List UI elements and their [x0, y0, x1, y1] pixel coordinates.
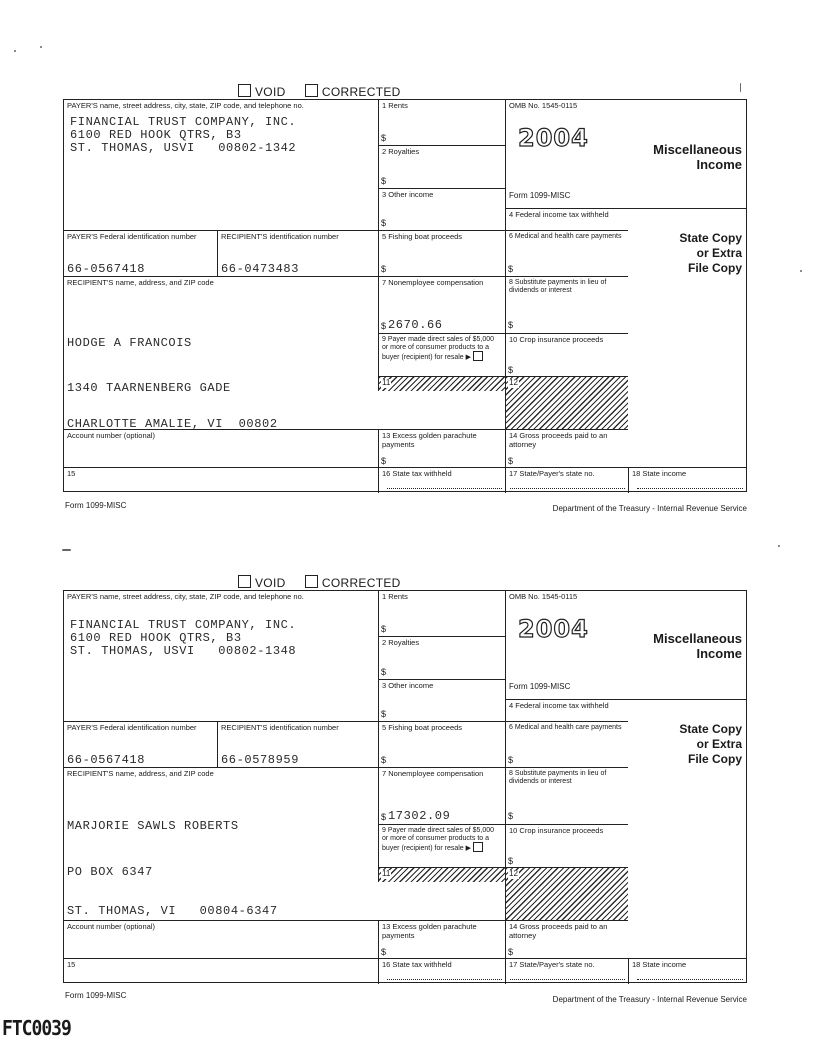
- box-7-label: 7 Nonemployee compensation: [382, 769, 484, 778]
- payer-id-value: 66-0567418: [67, 262, 146, 276]
- box-16-dotted-line: [387, 979, 502, 980]
- corrected-label: CORRECTED: [321, 85, 401, 99]
- box-18-label: 18 State income: [632, 469, 687, 478]
- box-2-label: 2 Royalties: [382, 147, 420, 156]
- recipient-address-cell: [64, 767, 378, 920]
- omb-year-cell: [505, 591, 628, 699]
- form-name: Form 1099-MISC: [509, 191, 571, 200]
- tax-year: 2004: [518, 615, 589, 643]
- title-line-1: Miscellaneous: [653, 142, 742, 157]
- box-14-label: 14 Gross proceeds paid to an attorney: [509, 922, 608, 940]
- bates-stamp: FTC0039: [2, 1016, 71, 1041]
- box-12-label: 12: [509, 378, 518, 387]
- box-16-label: 16 State tax withheld: [382, 960, 452, 969]
- omb-year-cell: [505, 100, 628, 208]
- copy-title-line-3: File Copy: [687, 752, 742, 766]
- recipient-id-cell: [217, 230, 378, 276]
- scan-mark: [62, 549, 71, 551]
- dollar-sign: $: [508, 456, 514, 466]
- copy-title-line-1: State Copy: [679, 722, 742, 736]
- box-10-crop-insurance: [505, 333, 628, 376]
- box-11-label: 11: [382, 869, 391, 878]
- box-2-royalties: [378, 145, 505, 188]
- account-number-cell: [64, 920, 378, 958]
- box-10-label: 10 Crop insurance proceeds: [509, 335, 604, 344]
- box-15-label: 15: [67, 960, 76, 969]
- dollar-sign: $: [381, 321, 387, 331]
- box-18-dotted-line: [637, 488, 743, 489]
- box-17-state-payer-no: [505, 467, 628, 493]
- box-8-label: 8 Substitute payments in lieu of dividends or interest: [509, 279, 607, 294]
- box-12-shading: [506, 868, 628, 920]
- box-8-substitute-payments: [505, 767, 628, 824]
- footer-form-name: Form 1099-MISC: [65, 991, 127, 1000]
- box-11-shading: [379, 868, 505, 882]
- title-line-2: Income: [696, 157, 742, 172]
- box-16-state-tax: [378, 467, 505, 493]
- recipient-id-value: 66-0578959: [221, 753, 300, 767]
- box-17-label: 17 State/Payer's state no.: [509, 960, 595, 969]
- copy-title-line-3: File Copy: [687, 261, 742, 275]
- box-17-dotted-line: [510, 979, 625, 980]
- box-6-medical: [505, 230, 628, 276]
- box-17-state-payer-no: [505, 958, 628, 984]
- box-3-label: 3 Other income: [382, 190, 434, 199]
- box-9-direct-sales: [378, 333, 505, 376]
- copy-title-cell: [628, 699, 746, 958]
- dollar-sign: $: [381, 812, 387, 822]
- recipient-id-label: RECIPIENT'S identification number: [221, 232, 339, 241]
- recipient-address-label: RECIPIENT'S name, address, and ZIP code: [67, 278, 214, 287]
- corrected-checkbox[interactable]: [305, 84, 318, 97]
- dollar-sign: $: [508, 264, 514, 274]
- box-12: [505, 867, 628, 920]
- box-1-rents: [378, 591, 505, 636]
- tax-year: 2004: [518, 124, 589, 152]
- box-5-fishing-boat: [378, 230, 505, 276]
- void-checkbox[interactable]: [238, 575, 251, 588]
- void-label: VOID: [255, 85, 286, 99]
- recipient-line-2: 1340 TAARNENBERG GADE: [67, 381, 231, 395]
- void-corrected-row: [238, 575, 417, 590]
- box-5-label: 5 Fishing boat proceeds: [382, 723, 463, 732]
- payer-id-label: PAYER'S Federal identification number: [67, 232, 197, 241]
- box-18-state-income: [628, 467, 746, 493]
- payer-line-1: FINANCIAL TRUST COMPANY, INC.: [70, 115, 297, 129]
- recipient-id-label: RECIPIENT'S identification number: [221, 723, 339, 732]
- dollar-sign: $: [381, 667, 387, 677]
- payer-id-value: 66-0567418: [67, 753, 146, 767]
- copy-title-line-2: or Extra: [696, 737, 742, 751]
- copy-title: [679, 231, 742, 276]
- box-6-medical: [505, 721, 628, 767]
- box-16-dotted-line: [387, 488, 502, 489]
- title-line-1: Miscellaneous: [653, 631, 742, 646]
- dollar-sign: $: [508, 856, 514, 866]
- box-5-label: 5 Fishing boat proceeds: [382, 232, 463, 241]
- recipient-id-cell: [217, 721, 378, 767]
- payer-header: PAYER'S name, street address, city, state, ZIP code, and telephone no.: [67, 101, 304, 110]
- form-grid: [63, 99, 747, 492]
- scan-speck: [14, 50, 16, 52]
- payer-line-2: 6100 RED HOOK QTRS, B3: [70, 631, 242, 645]
- copy-title-line-2: or Extra: [696, 246, 742, 260]
- box-9-label: 9 Payer made direct sales of $5,000 or more of consumer products to a buyer (recipient) for resale ▶: [382, 827, 495, 852]
- box-13-label: 13 Excess golden parachute payments: [382, 922, 477, 940]
- box-18-label: 18 State income: [632, 960, 687, 969]
- box-15: [64, 467, 378, 493]
- box-16-label: 16 State tax withheld: [382, 469, 452, 478]
- scan-mark: [740, 83, 741, 92]
- dollar-sign: $: [381, 624, 387, 634]
- box-14-attorney-proceeds: [505, 429, 628, 467]
- dollar-sign: $: [508, 365, 514, 375]
- scan-speck: [800, 270, 802, 272]
- dollar-sign: $: [381, 264, 387, 274]
- box-8-substitute-payments: [505, 276, 628, 333]
- form-name: Form 1099-MISC: [509, 682, 571, 691]
- box-17-label: 17 State/Payer's state no.: [509, 469, 595, 478]
- recipient-line-1: MARJORIE SAWLS ROBERTS: [67, 819, 239, 833]
- scan-speck: [778, 545, 780, 547]
- dollar-sign: $: [508, 755, 514, 765]
- payer-line-3: ST. THOMAS, USVI 00802-1342: [70, 141, 297, 155]
- dollar-sign: $: [381, 176, 387, 186]
- box-1-label: 1 Rents: [382, 101, 408, 110]
- box-9-direct-sales: [378, 824, 505, 867]
- box-13-label: 13 Excess golden parachute payments: [382, 431, 477, 449]
- box-11: [378, 867, 505, 882]
- dollar-sign: $: [381, 947, 387, 957]
- box-3-other-income: [378, 679, 505, 721]
- box-11: [378, 376, 505, 391]
- form-title: [653, 142, 742, 172]
- footer-form-name: Form 1099-MISC: [65, 501, 127, 510]
- recipient-address-cell: [64, 276, 378, 429]
- account-number-label: Account number (optional): [67, 922, 155, 931]
- void-checkbox[interactable]: [238, 84, 251, 97]
- corrected-checkbox[interactable]: [305, 575, 318, 588]
- box-9-checkbox[interactable]: [473, 351, 483, 361]
- footer-department: Department of the Treasury - Internal Revenue Service: [552, 504, 747, 513]
- box-6-label: 6 Medical and health care payments: [509, 233, 622, 240]
- box-2-label: 2 Royalties: [382, 638, 420, 647]
- box-18-state-income: [628, 958, 746, 984]
- box-14-label: 14 Gross proceeds paid to an attorney: [509, 431, 608, 449]
- box-7-nonemployee-comp: [378, 767, 505, 824]
- recipient-id-value: 66-0473483: [221, 262, 300, 276]
- box-14-attorney-proceeds: [505, 920, 628, 958]
- box-10-crop-insurance: [505, 824, 628, 867]
- box-4-label: 4 Federal income tax withheld: [509, 210, 609, 219]
- box-7-value: 17302.09: [388, 809, 451, 823]
- dollar-sign: $: [508, 811, 514, 821]
- account-number-cell: [64, 429, 378, 467]
- payer-header: PAYER'S name, street address, city, state, ZIP code, and telephone no.: [67, 592, 304, 601]
- box-1-rents: [378, 100, 505, 145]
- omb-number: OMB No. 1545-0115: [509, 101, 578, 110]
- dollar-sign: $: [381, 456, 387, 466]
- recipient-address-label: RECIPIENT'S name, address, and ZIP code: [67, 769, 214, 778]
- box-6-label: 6 Medical and health care payments: [509, 724, 622, 731]
- box-7-value: 2670.66: [388, 318, 443, 332]
- title-cell: [628, 100, 746, 208]
- box-12: [505, 376, 628, 429]
- box-15-label: 15: [67, 469, 76, 478]
- box-4-fed-tax-withheld: [505, 699, 628, 721]
- payer-id-label: PAYER'S Federal identification number: [67, 723, 197, 732]
- box-4-label: 4 Federal income tax withheld: [509, 701, 609, 710]
- box-17-dotted-line: [510, 488, 625, 489]
- box-15: [64, 958, 378, 984]
- footer-department: Department of the Treasury - Internal Revenue Service: [552, 995, 747, 1004]
- box-16-state-tax: [378, 958, 505, 984]
- box-12-label: 12: [509, 869, 518, 878]
- payer-block: [64, 100, 378, 230]
- recipient-line-3: CHARLOTTE AMALIE, VI 00802: [67, 417, 278, 431]
- copy-title: [679, 722, 742, 767]
- box-5-fishing-boat: [378, 721, 505, 767]
- payer-line-3: ST. THOMAS, USVI 00802-1348: [70, 644, 297, 658]
- omb-number: OMB No. 1545-0115: [509, 592, 578, 601]
- box-12-shading: [506, 377, 628, 429]
- box-7-label: 7 Nonemployee compensation: [382, 278, 484, 287]
- box-2-royalties: [378, 636, 505, 679]
- box-1-label: 1 Rents: [382, 592, 408, 601]
- box-13-golden-parachute: [378, 920, 505, 958]
- dollar-sign: $: [508, 947, 514, 957]
- form-grid: [63, 590, 747, 983]
- title-line-2: Income: [696, 646, 742, 661]
- void-corrected-row: [238, 84, 417, 99]
- box-11-shading: [379, 377, 505, 391]
- payer-id-cell: [64, 721, 217, 767]
- box-3-other-income: [378, 188, 505, 230]
- payer-line-2: 6100 RED HOOK QTRS, B3: [70, 128, 242, 142]
- dollar-sign: $: [508, 320, 514, 330]
- box-13-golden-parachute: [378, 429, 505, 467]
- void-label: VOID: [255, 576, 286, 590]
- payer-line-1: FINANCIAL TRUST COMPANY, INC.: [70, 618, 297, 632]
- title-cell: [628, 591, 746, 699]
- box-8-label: 8 Substitute payments in lieu of dividends or interest: [509, 770, 607, 785]
- dollar-sign: $: [381, 755, 387, 765]
- box-3-label: 3 Other income: [382, 681, 434, 690]
- box-4-fed-tax-withheld: [505, 208, 628, 230]
- payer-block: [64, 591, 378, 721]
- scan-speck: [40, 46, 42, 48]
- box-7-nonemployee-comp: [378, 276, 505, 333]
- box-11-label: 11: [382, 378, 391, 387]
- recipient-line-2: PO BOX 6347: [67, 865, 153, 879]
- recipient-line-1: HODGE A FRANCOIS: [67, 336, 192, 350]
- payer-id-cell: [64, 230, 217, 276]
- form-title: [653, 631, 742, 661]
- box-9-label: 9 Payer made direct sales of $5,000 or more of consumer products to a buyer (recipient) for resale ▶: [382, 336, 495, 361]
- dollar-sign: $: [381, 709, 387, 719]
- corrected-label: CORRECTED: [321, 576, 401, 590]
- box-10-label: 10 Crop insurance proceeds: [509, 826, 604, 835]
- box-9-checkbox[interactable]: [473, 842, 483, 852]
- box-18-dotted-line: [637, 979, 743, 980]
- account-number-label: Account number (optional): [67, 431, 155, 440]
- copy-title-cell: [628, 208, 746, 467]
- copy-title-line-1: State Copy: [679, 231, 742, 245]
- dollar-sign: $: [381, 133, 387, 143]
- dollar-sign: $: [381, 218, 387, 228]
- recipient-line-3: ST. THOMAS, VI 00804-6347: [67, 904, 278, 918]
